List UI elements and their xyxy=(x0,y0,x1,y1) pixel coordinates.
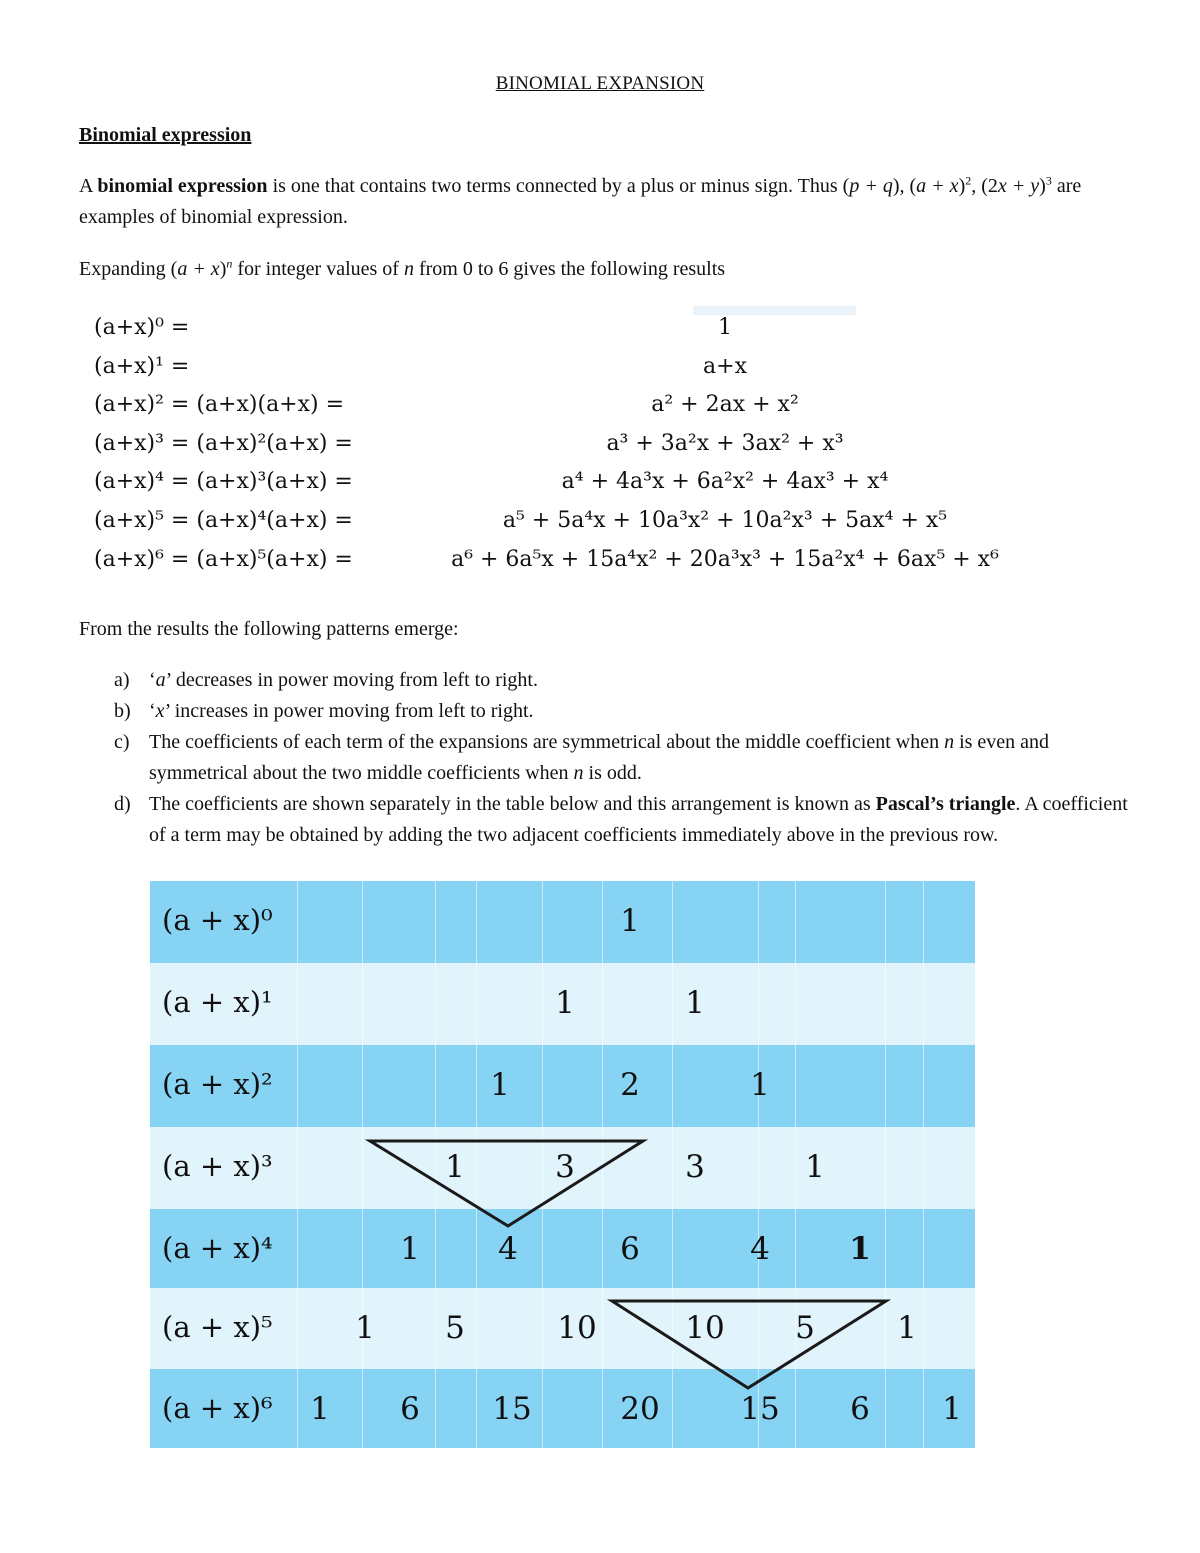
cell-divider xyxy=(758,881,759,963)
cell-divider xyxy=(435,1127,436,1209)
cell-divider xyxy=(923,1288,924,1369)
cell-divider xyxy=(885,881,886,963)
cell-divider xyxy=(885,963,886,1045)
pascal-triangle-table xyxy=(150,881,975,1448)
cell-divider xyxy=(795,963,796,1045)
coefficient-cell: 15 xyxy=(492,1391,532,1427)
coefficient-cell: 1 xyxy=(355,1310,375,1346)
cell-divider xyxy=(362,881,363,963)
coefficient-cell: 3 xyxy=(555,1149,575,1185)
cell-divider xyxy=(476,1045,477,1127)
coefficient-cell: 1 xyxy=(490,1067,510,1103)
cell-divider xyxy=(602,881,603,963)
cell-divider xyxy=(795,1127,796,1209)
row-label: (a + x)⁵ xyxy=(162,1310,273,1344)
cell-divider xyxy=(923,1127,924,1209)
list-item: d) The coefficients are shown separately in the table below and this arrangement is known as Pascal’s triangle. A coefficient of a term may be obtained by adding the two adjacent coefficients immediately above in the previous row. xyxy=(114,793,1128,846)
cell-divider xyxy=(362,963,363,1045)
list-item: b) ‘x’ increases in power moving from left to right. xyxy=(114,700,534,722)
expansion-lhs: (a+x)⁵ = (a+x)⁴(a+x) = xyxy=(94,508,353,533)
coefficient-cell: 6 xyxy=(620,1231,640,1267)
coefficient-cell: 4 xyxy=(750,1231,770,1267)
cell-divider xyxy=(362,1045,363,1127)
cell-divider xyxy=(602,963,603,1045)
coefficient-cell: 1 xyxy=(805,1149,825,1185)
expansion-lhs: (a+x)⁴ = (a+x)³(a+x) = xyxy=(94,469,353,494)
cell-divider xyxy=(542,1288,543,1369)
cell-divider xyxy=(923,1209,924,1288)
coefficient-cell: 5 xyxy=(795,1310,815,1346)
cell-divider xyxy=(885,1045,886,1127)
cell-divider xyxy=(297,1127,298,1209)
cell-divider xyxy=(672,1045,673,1127)
cell-divider xyxy=(795,1045,796,1127)
cell-divider xyxy=(602,1369,603,1448)
cell-divider xyxy=(435,963,436,1045)
cell-divider xyxy=(542,1045,543,1127)
cell-divider xyxy=(297,963,298,1045)
cell-divider xyxy=(795,1209,796,1288)
cell-divider xyxy=(672,1209,673,1288)
cell-divider xyxy=(297,1369,298,1448)
table-row xyxy=(150,1369,975,1448)
faint-band xyxy=(693,306,856,315)
cell-divider xyxy=(885,1369,886,1448)
cell-divider xyxy=(672,1288,673,1369)
coefficient-cell: 1 xyxy=(620,903,640,939)
coefficient-cell: 1 xyxy=(310,1391,330,1427)
cell-divider xyxy=(923,881,924,963)
cell-divider xyxy=(476,1209,477,1288)
cell-divider xyxy=(542,963,543,1045)
expansion-lhs: (a+x)⁶ = (a+x)⁵(a+x) = xyxy=(94,547,353,572)
cell-divider xyxy=(795,1369,796,1448)
expansion-lhs: (a+x)¹ = xyxy=(94,354,190,379)
cell-divider xyxy=(923,1045,924,1127)
row-label: (a + x)² xyxy=(162,1067,273,1101)
table-row xyxy=(150,1209,975,1288)
cell-divider xyxy=(923,1369,924,1448)
cell-divider xyxy=(476,1127,477,1209)
expansion-rhs: a⁴ + 4a³x + 6a²x² + 4ax³ + x⁴ xyxy=(561,469,889,494)
page-title: BINOMIAL EXPANSION xyxy=(495,73,705,94)
row-label: (a + x)¹ xyxy=(162,985,273,1019)
cell-divider xyxy=(435,1209,436,1288)
cell-divider xyxy=(476,1369,477,1448)
cell-divider xyxy=(672,1369,673,1448)
coefficient-cell: 4 xyxy=(498,1231,518,1267)
cell-divider xyxy=(362,1209,363,1288)
cell-divider xyxy=(672,963,673,1045)
coefficient-cell: 1 xyxy=(750,1067,770,1103)
row-label: (a + x)⁴ xyxy=(162,1231,273,1265)
expansion-rhs: a⁵ + 5a⁴x + 10a³x² + 10a²x³ + 5ax⁴ + x⁵ xyxy=(502,508,948,533)
cell-divider xyxy=(476,881,477,963)
cell-divider xyxy=(297,1209,298,1288)
patterns-intro: From the results the following patterns emerge: xyxy=(79,618,459,640)
expansion-rhs: 1 xyxy=(718,315,732,340)
expansion-rhs: a³ + 3a²x + 3ax² + x³ xyxy=(606,431,844,456)
list-item: a) ‘a’ decreases in power moving from left to right. xyxy=(114,669,538,691)
cell-divider xyxy=(758,963,759,1045)
cell-divider xyxy=(923,963,924,1045)
list-item: c) The coefficients of each term of the expansions are symmetrical about the middle coefficient when n is even and symmetrical about the two middle coefficients when n is odd. xyxy=(114,731,1050,784)
expanding-paragraph: Expanding $(a + x)^n$ for integer values of n from 0 to 6 gives the following results xyxy=(79,256,726,280)
table-row xyxy=(150,881,975,963)
cell-divider xyxy=(758,1127,759,1209)
coefficient-cell: 1 xyxy=(849,1231,871,1267)
term-binomial-expression: binomial expression xyxy=(97,175,268,197)
cell-divider xyxy=(362,1127,363,1209)
expansion-rhs: a⁶ + 6a⁵x + 15a⁴x² + 20a³x³ + 15a²x⁴ + 6ax⁵ + x⁶ xyxy=(451,547,999,572)
cell-divider xyxy=(542,1369,543,1448)
cell-divider xyxy=(602,1045,603,1127)
cell-divider xyxy=(602,1127,603,1209)
cell-divider xyxy=(672,1127,673,1209)
coefficient-cell: 1 xyxy=(942,1391,962,1427)
cell-divider xyxy=(542,1209,543,1288)
coefficient-cell: 5 xyxy=(445,1310,465,1346)
row-label: (a + x)⁰ xyxy=(162,903,273,937)
cell-divider xyxy=(602,1288,603,1369)
coefficient-cell: 10 xyxy=(685,1310,725,1346)
section-heading: Binomial expression xyxy=(79,124,252,146)
cell-divider xyxy=(542,881,543,963)
table-row xyxy=(150,963,975,1045)
cell-divider xyxy=(885,1127,886,1209)
coefficient-cell: 6 xyxy=(850,1391,870,1427)
expansion-rhs: a+x xyxy=(703,354,747,379)
coefficient-cell: 6 xyxy=(400,1391,420,1427)
table-row xyxy=(150,1045,975,1127)
expansion-lhs: (a+x)³ = (a+x)²(a+x) = xyxy=(94,431,353,456)
coefficient-cell: 3 xyxy=(685,1149,705,1185)
cell-divider xyxy=(542,1127,543,1209)
cell-divider xyxy=(435,1288,436,1369)
cell-divider xyxy=(297,881,298,963)
cell-divider xyxy=(885,1288,886,1369)
coefficient-cell: 15 xyxy=(740,1391,780,1427)
intro-paragraph: A binomial expression is one that contains two terms connected by a plus or minus sign. Thus (p + q), $(a + x)^2$, $(2x + y)^3$ are examples of binomial expression. xyxy=(79,173,1082,228)
cell-divider xyxy=(362,1369,363,1448)
coefficient-cell: 1 xyxy=(685,985,705,1021)
coefficient-cell: 1 xyxy=(555,985,575,1021)
coefficient-cell: 1 xyxy=(897,1310,917,1346)
cell-divider xyxy=(602,1209,603,1288)
coefficient-cell: 2 xyxy=(620,1067,640,1103)
cell-divider xyxy=(885,1209,886,1288)
cell-divider xyxy=(297,1288,298,1369)
coefficient-cell: 20 xyxy=(620,1391,660,1427)
table-row xyxy=(150,1288,975,1369)
expansion-lhs: (a+x)² = (a+x)(a+x) = xyxy=(94,392,345,417)
cell-divider xyxy=(795,881,796,963)
coefficient-cell: 1 xyxy=(400,1231,420,1267)
table-row xyxy=(150,1127,975,1209)
cell-divider xyxy=(476,963,477,1045)
cell-divider xyxy=(672,881,673,963)
coefficient-cell: 10 xyxy=(557,1310,597,1346)
coefficient-cell: 1 xyxy=(445,1149,465,1185)
expansion-lhs: (a+x)⁰ = xyxy=(94,315,190,340)
pattern-list xyxy=(79,665,1139,851)
cell-divider xyxy=(435,1369,436,1448)
cell-divider xyxy=(435,1045,436,1127)
cell-divider xyxy=(758,1288,759,1369)
row-label: (a + x)⁶ xyxy=(162,1391,273,1425)
cell-divider xyxy=(435,881,436,963)
cell-divider xyxy=(476,1288,477,1369)
row-label: (a + x)³ xyxy=(162,1149,273,1183)
expansion-rhs: a² + 2ax + x² xyxy=(651,392,799,417)
cell-divider xyxy=(297,1045,298,1127)
